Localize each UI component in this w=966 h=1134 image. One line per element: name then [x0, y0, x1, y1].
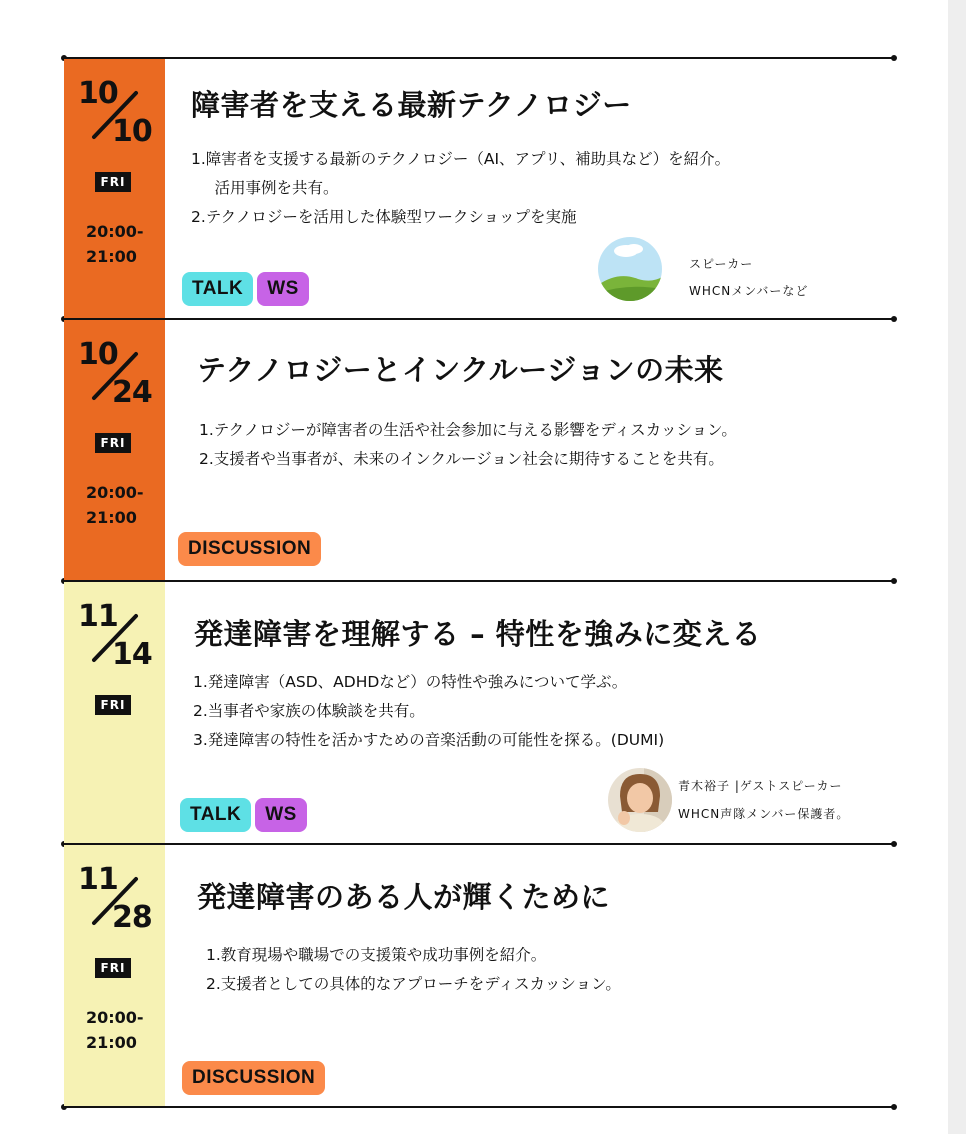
detail-item: 3.発達障害の特性を活かすための音楽活動の可能性を探る。(DUMI): [193, 731, 665, 749]
event-card: [64, 845, 894, 1106]
detail-item: 2.支援者や当事者が、未来のインクルージョン社会に期待することを共有。: [199, 450, 724, 468]
event-day: 14: [112, 637, 152, 672]
weekday-badge: FRI: [95, 958, 131, 978]
time-text: 20:00- 21:00: [86, 483, 144, 527]
event-details: [199, 416, 737, 474]
event-date: [78, 862, 158, 937]
event-day: 28: [112, 900, 152, 935]
ws-tag: WS: [255, 798, 307, 832]
event-title: 障害者を支える最新テクノロジー: [191, 88, 632, 122]
event-date: [78, 599, 158, 674]
event-date: [78, 76, 158, 151]
detail-item: 2.テクノロジーを活用した体験型ワークショップを実施: [191, 208, 577, 226]
speaker-info: [608, 768, 888, 834]
talk-tag: TALK: [182, 272, 253, 306]
event-card: [64, 320, 894, 580]
weekday-badge: FRI: [95, 172, 131, 192]
event-title: テクノロジーとインクルージョンの未来: [197, 353, 724, 387]
detail-item: 2.支援者としての具体的なアプローチをディスカッション。: [206, 975, 621, 993]
event-tags: [182, 272, 309, 306]
speaker-role: 青木裕子 |ゲストスピーカー: [678, 779, 843, 793]
date-column: [64, 59, 165, 318]
time-text: 20:00- 21:00: [86, 1008, 144, 1052]
detail-item: 1.テクノロジーが障害者の生活や社会参加に与える影響をディスカッション。: [199, 421, 737, 439]
event-title: 発達障害のある人が輝くために: [197, 880, 611, 914]
event-details: [193, 668, 664, 755]
event-details: [191, 145, 730, 232]
detail-item: 2.当事者や家族の体験談を共有。: [193, 702, 425, 720]
detail-item: 活用事例を共有。: [199, 179, 339, 197]
event-month: 10: [78, 337, 118, 372]
event-title: 発達障害を理解する – 特性を強みに変える: [194, 617, 762, 651]
event-day: 24: [112, 375, 152, 410]
event-date: [78, 337, 158, 412]
date-column: [64, 845, 165, 1106]
event-time: [86, 480, 156, 530]
discussion-tag: DISCUSSION: [182, 1061, 325, 1095]
weekday-badge: FRI: [95, 433, 131, 453]
event-tags: [180, 798, 307, 832]
event-tags: [178, 532, 321, 566]
event-time: [86, 1005, 156, 1055]
page-edge-strip: [948, 0, 966, 1134]
event-month: 11: [78, 862, 118, 897]
time-text: 20:00- 21:00: [86, 222, 144, 266]
speaker-role: スピーカー: [689, 257, 754, 271]
detail-item: 1.発達障害（ASD、ADHDなど）の特性や強みについて学ぶ。: [193, 673, 628, 691]
event-month: 11: [78, 599, 118, 634]
date-column: [64, 320, 165, 580]
divider-line: [64, 1106, 894, 1108]
weekday-badge: FRI: [95, 695, 131, 715]
landscape-avatar-icon: [598, 237, 662, 301]
event-card: [64, 582, 894, 843]
speaker-description: WHCN声隊メンバー保護者。: [678, 807, 850, 821]
event-month: 10: [78, 76, 118, 111]
event-day: 10: [112, 114, 152, 149]
speaker-description: WHCNメンバーなど: [689, 284, 809, 298]
event-tags: [182, 1061, 325, 1095]
speaker-info: [598, 237, 888, 303]
event-card: [64, 59, 894, 318]
detail-item: 1.障害者を支援する最新のテクノロジー（AI、アプリ、補助具など）を紹介。: [191, 150, 731, 168]
detail-item: 1.教育現場や職場での支援策や成功事例を紹介。: [206, 946, 547, 964]
person-avatar-icon: [608, 768, 672, 832]
ws-tag: WS: [257, 272, 309, 306]
talk-tag: TALK: [180, 798, 251, 832]
event-time: [86, 219, 156, 269]
event-details: [206, 941, 621, 999]
discussion-tag: DISCUSSION: [178, 532, 321, 566]
date-column: [64, 582, 165, 843]
